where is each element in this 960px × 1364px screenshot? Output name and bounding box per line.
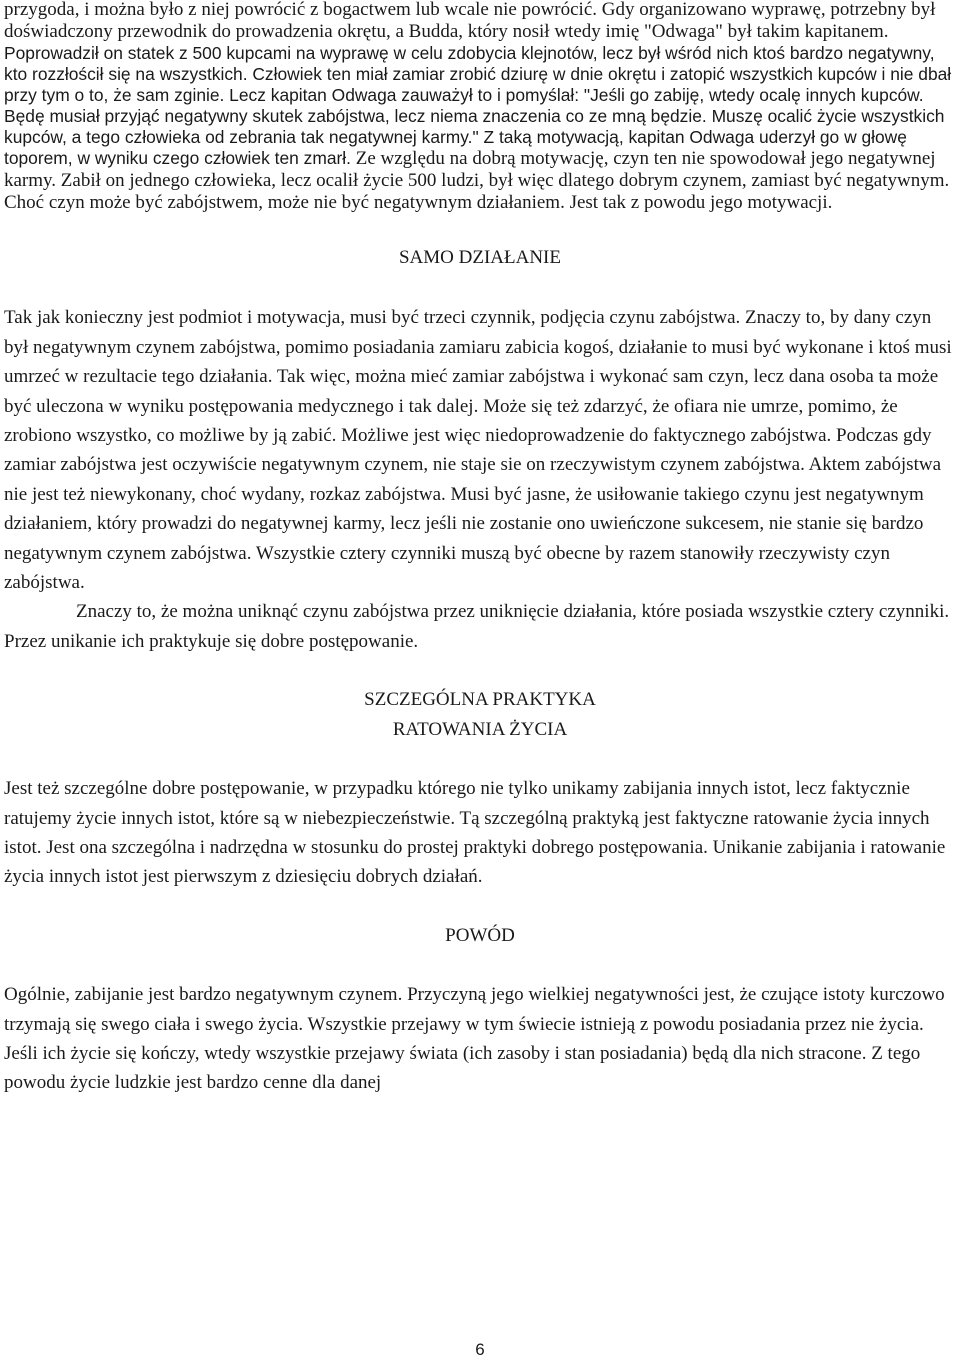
section-heading-szczegolna-line1: SZCZEGÓLNA PRAKTYKA xyxy=(364,689,596,711)
document-page xyxy=(4,0,956,1364)
intro-paragraph xyxy=(4,0,956,214)
samo-dzialanie-paragraph-1: Tak jak konieczny jest podmiot i motywacja, musi być trzeci czynnik, podjęcia czynu zabójstwa. Znaczy to, by dany czyn był negatywnym czynem zabójstwa, pomimo posiadania zamiaru zabicia kogoś, działanie to musi być wykonane i ktoś musi umrzeć w rezultacie tego działania. Tak więc, można mieć zamiar zabójstwa i wykonać sam czyn, lecz dana osoba ta może być uleczona w wyniku postępowania medycznego i tak dalej. Może się też zdarzyć, że ofiara nie umrze, pomimo, że zrobiono wszystko, co możliwe by ją zabić. Możliwe jest więc niedoprowadzenie do faktycznego zabójstwa. Podczas gdy zamiar zabójstwa jest oczywiście negatywnym czynem, nie staje sie on rzeczywistym czynem zabójstwa. Aktem zabójstwa nie jest też niewykonany, choć wydany, rozkaz zabójstwa. Musi być jasne, że usiłowanie takiego czynu jest negatywnym działaniem, który prowadzi do negatywnej karmy, lecz jeśli nie zostanie ono uwieńczone sukcesem, nie stanie się bardzo negatywnym czynem zabójstwa. Wszystkie cztery czynniki muszą być obecne by razem stanowiły rzeczywisty czyn zabójstwa. xyxy=(4,307,952,594)
section-heading-powod: POWÓD xyxy=(445,924,515,946)
intro-text-part3: Ze względu na dobrą motywację, czyn ten nie spowodował jego negatywnej karmy. Zabił on jednego człowieka, lecz ocalił życie 500 ludzi, był więc dlatego dobrym czynem, zamiast być negatywnym. Choć czyn może być zabójstwem, może nie być negatywnym działaniem. Jest tak z powodu jego motywacji. xyxy=(4,148,950,213)
powod-paragraph: Ogólnie, zabijanie jest bardzo negatywnym czynem. Przyczyną jego wielkiej negatywności jest, że czujące istoty kurczowo trzymają się swego ciała i swego życia. Wszystkie przejawy w tym świecie istnieją z powodu posiadania przez nie życia. Jeśli ich życie się kończy, wtedy wszystkie przejawy świata (ich zasoby i stan posiadania) będą dla nich stracone. Z tego powodu życie ludzkie jest bardzo cenne dla danej xyxy=(4,984,945,1094)
intro-text-part1: przygoda, i można było z niej powrócić z bogactwem lub wcale nie powrócić. Gdy organizowano wyprawę, potrzebny był doświadczony przewodnik do prowadzenia okrętu, a Budda, który nosił wtedy imię "Odwaga" był takim kapitanem. xyxy=(4,0,936,42)
szczegolna-paragraph: Jest też szczególne dobre postępowanie, w przypadku którego nie tylko unikamy zabijania innych istot, lecz faktycznie ratujemy życie innych istot, które są w niebezpieczeństwie. Tą szczególną praktyką jest faktyczne ratowanie życia innych istot. Jest ona szczególna i nadrzędna w stosunku do prostej praktyki dobrego postępowania. Unikanie zabijania i ratowanie życia innych istot jest pierwszym z dziesięciu dobrych działań. xyxy=(4,778,946,888)
intro-text-part2: Poprowadził on statek z 500 kupcami na wyprawę w celu zdobycia klejnotów, lecz był wśród nich ktoś bardzo negatywny, kto rozzłościł się na wszystkich. Człowiek ten miał zamiar zrobić dziurę w dnie okrętu i zatopić wszystkich kupców i nie dbał przy tym o to, że sam zginie. Lecz kapitan Odwaga zauważył to i pomyślał: "Jeśli go zabiję, wtedy ocalę innych kupców. Będę musiał przyjąć negatywny skutek zabójstwa, lecz niema znaczenia co ze mną będzie. Muszę ocalić życie wszystkich kupców, a tego człowieka od zebrania tak negatywnej karmy." Z taką motywacją, kapitan Odwaga uderzył go w głowę toporem, w wyniku czego człowiek ten zmarł. xyxy=(4,43,952,168)
samo-dzialanie-paragraph-2: Znaczy to, że można uniknąć czynu zabójstwa przez uniknięcie działania, które posiada wszystkie cztery czynniki. Przez unikanie ich praktykuje się dobre postępowanie. xyxy=(4,601,950,652)
section-heading-samo-dzialanie: SAMO DZIAŁANIE xyxy=(398,247,561,268)
page-number: 6 xyxy=(475,1340,485,1359)
section-heading-szczegolna-line2: RATOWANIA ŻYCIA xyxy=(392,718,568,740)
